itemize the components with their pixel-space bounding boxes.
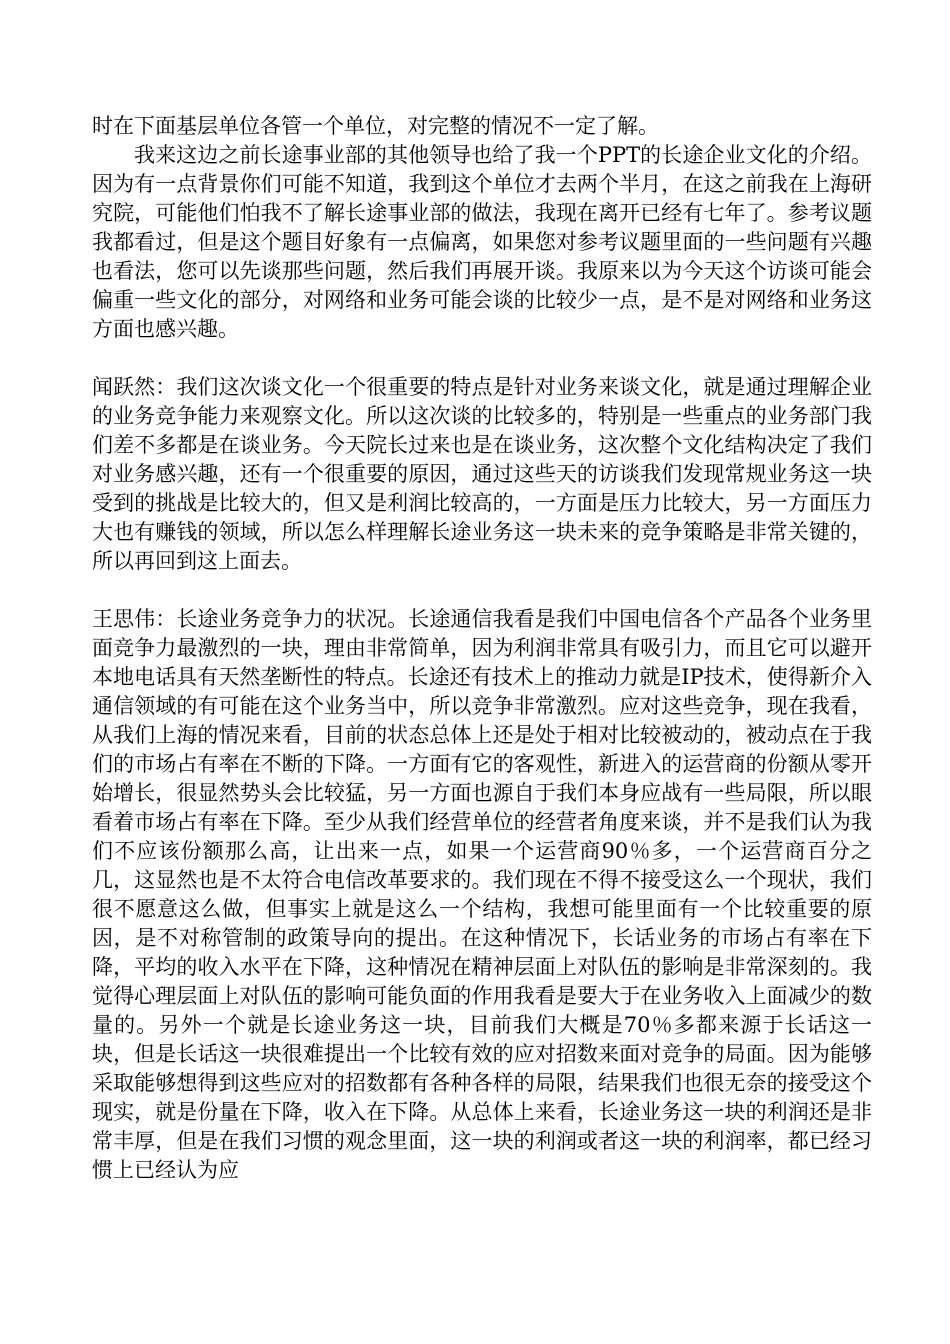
paragraph-wang-siwei: 王思伟：长途业务竞争力的状况。长途通信我看是我们中国电信各个产品各个业务里面竞争力最激烈的一块，理由非常简单，因为利润非常具有吸引力，而且它可以避开本地电话具有天然垄断性的特点。长途还有技术上的推动力就是IP技术，使得新介入通信领域的有可能在这个业务当中，所以竞争非常激烈。应对这些竞争，现在我看，从我们上海的情况来看，目前的状态总体上还是处于相对比较被动的，被动点在于我们的市场占有率在不断的下降。一方面有它的客观性，新进入的运营商的份额从零开始增长，很显然势头会比较猛，另一方面也源自于我们本身应战有一些局限，所以眼看着市场占有率在下降。至少从我们经营单位的经营者角度来谈，并不是我们认为我们不应该份额那么高，让出来一点，如果一个运营商90％多，一个运营商百分之几，这显然也是不太符合电信改革要求的。我们现在不得不接受这么一个现状，我们很不愿意这么做，但事实上就是这么一个结构，我想可能里面有一个比较重要的原因，是不对称管制的政策导向的提出。在这种情况下，长话业务的市场占有率在下降，平均的收入水平在下降，这种情况在精神层面上对队伍的影响是非常深刻的。我觉得心理层面上对队伍的影响可能负面的作用我看是要大于在业务收入上面减少的数量的。另外一个就是长途业务这一块，目前我们大概是70％多都来源于长话这一块，但是长话这一块很难提出一个比较有效的应对招数来面对竞争的局面。因为能够采取能够想得到这些应对的招数都有各种各样的局限，结果我们也很无奈的接受这个现实，就是份量在下降，收入在下降。从总体上来看，长途业务这一块的利润还是非常丰厚，但是在我们习惯的观念里面，这一块的利润或者这一块的利润率，都已经习惯上已经认为应: [92, 607, 872, 1182]
paragraph-continuation: 时在下面基层单位各管一个单位，对完整的情况不一定了解。: [92, 114, 659, 138]
paragraph-intro: 我来这边之前长途事业部的其他领导也给了我一个PPT的长途企业文化的介绍。因为有一点背景你们可能不知道，我到这个单位才去两个半月，在这之前我在上海研究院，可能他们怕我不了解长途事业部的做法，我现在离开已经有七年了。参考议题我都看过，但是这个题目好象有一点偏离，如果您对参考议题里面的一些问题有兴趣也看法，您可以先谈那些问题，然后我们再展开谈。我原来以为今天这个访谈可能会偏重一些文化的部分，对网络和业务可能会谈的比较少一点，是不是对网络和业务这方面也感兴趣。: [92, 143, 872, 341]
document-page: [92, 112, 872, 1185]
paragraph-wen-yueran: 闻跃然：我们这次谈文化一个很重要的特点是针对业务来谈文化，就是通过理解企业的业务竞争能力来观察文化。所以这次谈的比较多的，特别是一些重点的业务部门我们差不多都是在谈业务。今天院长过来也是在谈业务，这次整个文化结构决定了我们对业务感兴趣，还有一个很重要的原因，通过这些天的访谈我们发现常规业务这一块受到的挑战是比较大的，但又是利润比较高的，一方面是压力比较大，另一方面压力大也有赚钱的领域，所以怎么样理解长途业务这一块未来的竞争策略是非常关键的，所以再回到这上面去。: [92, 375, 872, 573]
